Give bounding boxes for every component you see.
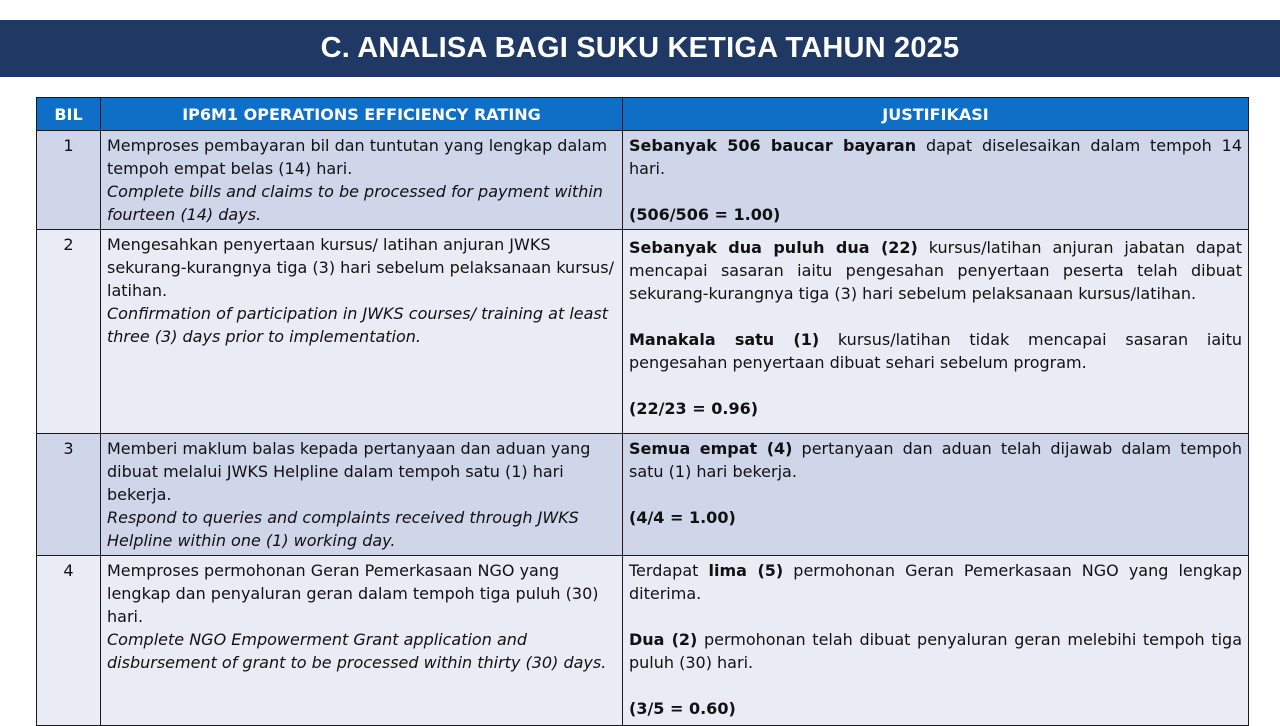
row-number: 3 xyxy=(37,434,101,556)
score-result: (4/4 = 1.00) xyxy=(629,508,736,527)
justification-body: pertanyaan dan aduan telah dijawab dalam tempoh satu (1) hari bekerja. xyxy=(629,439,1242,481)
justification-highlight: Semua empat (4) xyxy=(629,439,793,458)
justification-highlight: Dua (2) xyxy=(629,630,698,649)
justification-cell xyxy=(623,434,1249,556)
table-header-row xyxy=(37,98,1249,131)
table-row xyxy=(37,434,1249,556)
slide-title: C. ANALISA BAGI SUKU KETIGA TAHUN 2025 xyxy=(320,32,960,64)
row-number: 4 xyxy=(37,556,101,726)
justification-text xyxy=(629,328,1242,374)
header-justifikasi: JUSTIFIKASI xyxy=(623,98,1249,131)
title-bar xyxy=(0,20,1280,77)
justification-highlight: Manakala satu (1) xyxy=(629,330,820,349)
justification-cell xyxy=(623,556,1249,726)
rating-malay: Memberi maklum balas kepada pertanyaan dan aduan yang dibuat melalui JWKS Helpline dalam tempoh satu (1) hari bekerja. xyxy=(107,439,591,504)
justification-body: permohonan Geran Pemerkasaan NGO yang lengkap diterima. xyxy=(629,561,1242,603)
table-row xyxy=(37,556,1249,726)
rating-english: Complete NGO Empowerment Grant application and disbursement of grant to be processed within thirty (30) days. xyxy=(107,630,607,672)
justification-text xyxy=(629,437,1242,483)
score-result: (22/23 = 0.96) xyxy=(629,399,759,418)
rating-malay: Mengesahkan penyertaan kursus/ latihan anjuran JWKS sekurang-kurangnya tiga (3) hari sebelum pelaksanaan kursus/ latihan. xyxy=(107,235,614,300)
row-number: 1 xyxy=(37,131,101,230)
justification-cell xyxy=(623,131,1249,230)
justification-body: permohonan telah dibuat penyaluran geran melebihi tempoh tiga puluh (30) hari. xyxy=(629,630,1242,672)
score-result: (506/506 = 1.00) xyxy=(629,205,781,224)
justification-text xyxy=(629,559,1242,605)
justification-prefix: Terdapat xyxy=(629,561,709,580)
table-row xyxy=(37,230,1249,434)
justification-text xyxy=(629,628,1242,674)
justification-highlight: lima (5) xyxy=(708,561,784,580)
justification-cell xyxy=(623,230,1249,434)
justification-body: kursus/latihan tidak mencapai sasaran iaitu pengesahan penyertaan dibuat sehari sebelum program. xyxy=(629,330,1242,372)
rating-english: Complete bills and claims to be processed for payment within fourteen (14) days. xyxy=(107,182,603,224)
justification-highlight: Sebanyak 506 baucar bayaran xyxy=(629,136,917,155)
rating-cell xyxy=(101,230,623,434)
rating-cell xyxy=(101,434,623,556)
justification-body: kursus/latihan anjuran jabatan dapat mencapai sasaran iaitu pengesahan penyertaan peserta telah dibuat sekurang-kurangnya tiga (3) hari sebelum pelaksanaan kursus/latihan. xyxy=(629,238,1242,303)
score-result: (3/5 = 0.60) xyxy=(629,699,736,718)
table-row xyxy=(37,131,1249,230)
efficiency-rating-table xyxy=(36,97,1249,726)
rating-cell xyxy=(101,556,623,726)
rating-malay: Memproses permohonan Geran Pemerkasaan NGO yang lengkap dan penyaluran geran dalam tempoh tiga puluh (30) hari. xyxy=(107,561,599,626)
rating-english: Confirmation of participation in JWKS courses/ training at least three (3) days prior to implementation. xyxy=(107,304,609,346)
justification-text xyxy=(629,134,1242,180)
rating-malay: Memproses pembayaran bil dan tuntutan yang lengkap dalam tempoh empat belas (14) hari. xyxy=(107,136,608,178)
justification-body: dapat diselesaikan dalam tempoh 14 hari. xyxy=(629,136,1242,178)
header-rating: IP6M1 OPERATIONS EFFICIENCY RATING xyxy=(101,98,623,131)
rating-cell xyxy=(101,131,623,230)
header-bil: BIL xyxy=(37,98,101,131)
row-number: 2 xyxy=(37,230,101,434)
justification-highlight: Sebanyak dua puluh dua (22) xyxy=(629,238,918,257)
rating-english: Respond to queries and complaints received through JWKS Helpline within one (1) working day. xyxy=(107,508,579,550)
justification-text xyxy=(629,236,1242,305)
